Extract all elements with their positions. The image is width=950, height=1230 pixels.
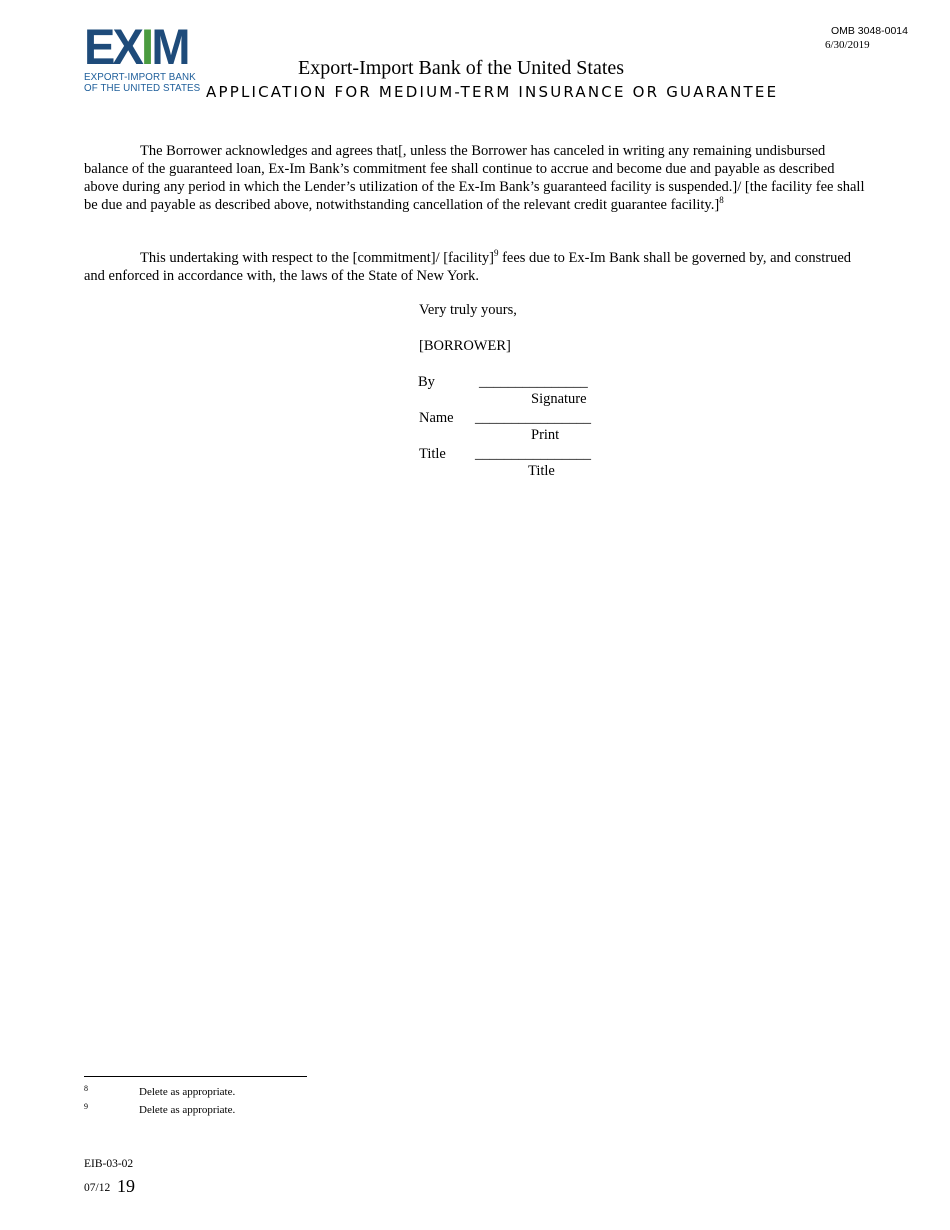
logo-subtitle: EXPORT-IMPORT BANK OF THE UNITED STATES [84, 72, 201, 94]
paragraph-governing-law: This undertaking with respect to the [commitment]/ [facility]$^9$ fees due to Ex-Im Bank shall be governed by, and construed and enforced in accordance with, the laws of the State of New York. [84, 248, 852, 284]
footnote-number-9: 9 [84, 1102, 88, 1111]
title-line: ________________ [475, 446, 591, 462]
footnote-divider [84, 1076, 307, 1077]
borrower-placeholder: [BORROWER] [419, 338, 511, 354]
footnote-text-8: Delete as appropriate. [139, 1086, 236, 1098]
form-title: APPLICATION FOR MEDIUM-TERM INSURANCE OR GUARANTEE [206, 83, 779, 101]
footnote-ref-8: 8 [719, 195, 724, 205]
by-label: By [418, 374, 435, 390]
name-line: ________________ [475, 410, 591, 426]
omb-number: OMB 3048-0014 [830, 25, 908, 37]
page-number: 19 [117, 1176, 135, 1196]
exim-logo [84, 19, 204, 96]
footnote-text-9: Delete as appropriate. [139, 1104, 236, 1116]
title-label: Title [419, 446, 446, 462]
name-label: Name [419, 410, 454, 426]
form-id: EIB-03-02 [84, 1158, 134, 1170]
form-revision-date: 07/12 [84, 1182, 111, 1194]
omb-expiration-date: 6/30/2019 [825, 39, 870, 51]
title-caption: Title [528, 463, 555, 479]
bank-title: Export-Import Bank of the United States [298, 57, 625, 79]
signature-caption: Signature [531, 391, 587, 407]
closing: Very truly yours, [419, 302, 517, 318]
footnote-number-8: 8 [84, 1084, 88, 1093]
logo-wordmark: EXIM [84, 19, 188, 75]
print-caption: Print [531, 427, 560, 443]
paragraph-fee-acknowledgement: The Borrower acknowledges and agrees that[, unless the Borrower has canceled in writing any remaining undisbursed balance of the guaranteed loan, Ex-Im Bank’s commitment fee shall continue to accrue and become due and payable as described above during any period in which the Lender’s utilization of the Ex-Im Bank’s guaranteed facility is suspended.]/ [the facility fee shall be due and payable as described above, notwithstanding cancellation of the relevant credit guarantee facility.]$^8$ [84, 143, 865, 213]
footnote-ref-9: 9 [493, 248, 499, 258]
signature-line: _______________ [479, 374, 588, 390]
